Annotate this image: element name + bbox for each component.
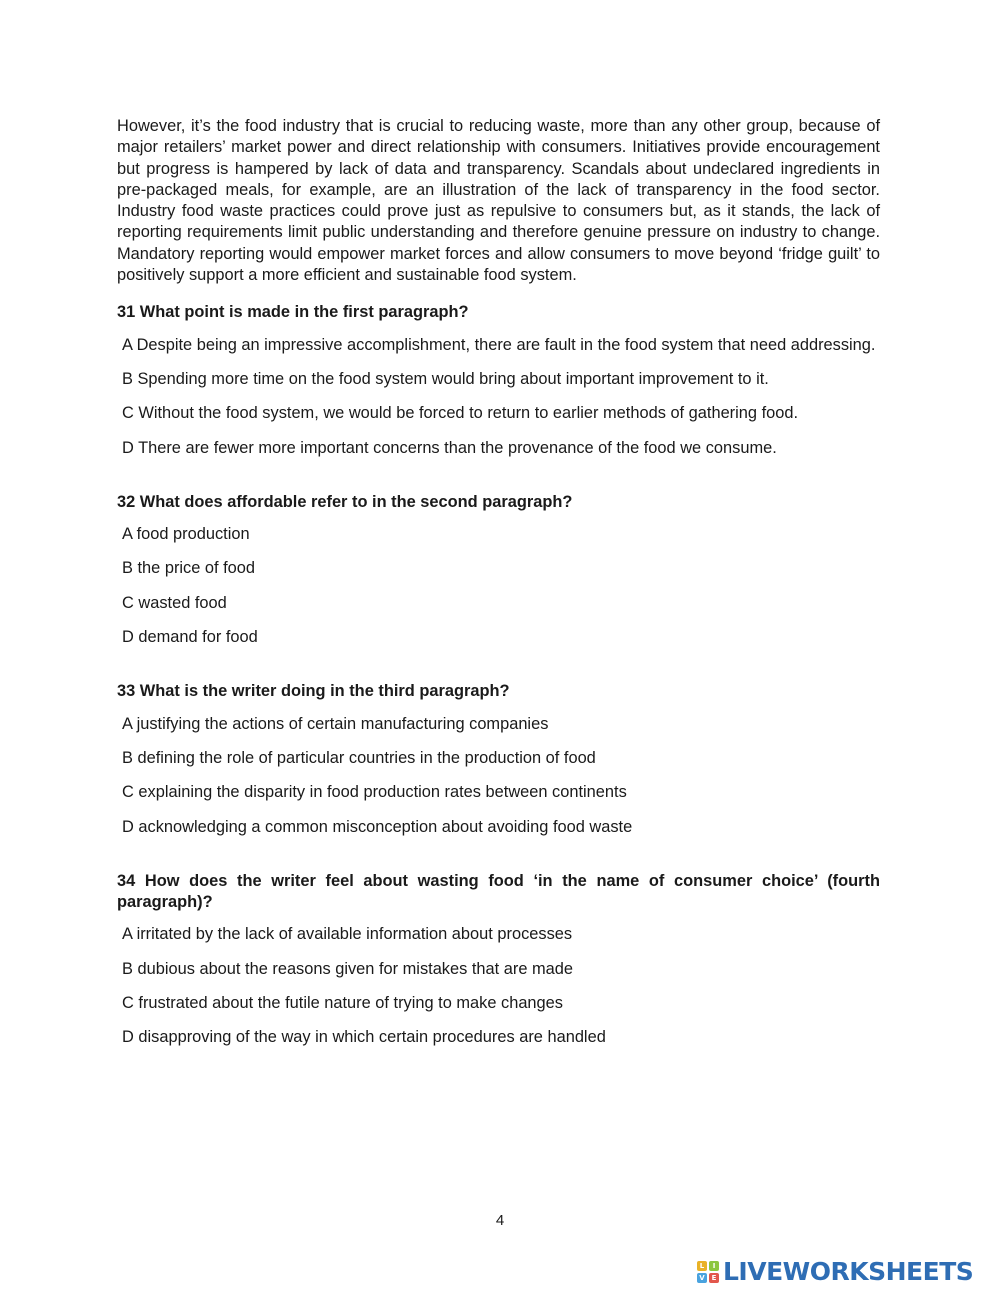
answer-option-b: B defining the role of particular countries in the production of food	[122, 748, 596, 767]
section-spacer	[117, 838, 880, 871]
answer-option-a: A food production	[122, 525, 250, 544]
question-32	[117, 492, 880, 648]
page-number: 4	[495, 1212, 505, 1229]
worksheet-page	[117, 116, 880, 1049]
answer-option-b: B dubious about the reasons given for mistakes that are made	[122, 959, 574, 978]
question-stem: 32 What does affordable refer to in the second paragraph?	[117, 492, 573, 511]
answer-option-a: A irritated by the lack of available information about processes	[122, 925, 573, 944]
logo-blocks-icon	[697, 1261, 719, 1283]
answer-option-d: D acknowledging a common misconception about avoiding food waste	[122, 817, 633, 836]
answer-option-b: B Spending more time on the food system would bring about important improvement to it.	[122, 369, 769, 388]
answer-option-d: D disapproving of the way in which certain procedures are handled	[122, 1028, 606, 1047]
answer-option-a: A Despite being an impressive accomplishment, there are fault in the food system that need addressing.	[122, 335, 876, 354]
logo-block: I	[709, 1261, 719, 1271]
question-31	[117, 302, 880, 458]
question-33	[117, 681, 880, 837]
passage-paragraph: However, it’s the food industry that is crucial to reducing waste, more than any other group, because of major retailers’ market power and direct relationship with consumers. Initiatives provide encouragement but progress is hampered by lack of data and transparency. Scandals about undeclared ingredients in pre-packaged meals, for example, are an illustration of the lack of transparency in the food sector. Industry food waste practices could prove just as repulsive to consumers but, as it stands, the lack of reporting requirements limit public understanding and therefore genuine pressure on industry to change. Mandatory reporting would empower market forces and allow consumers to move beyond ‘fridge guilt’ to positively support a more efficient and sustainable food system.	[117, 117, 880, 285]
section-spacer	[117, 459, 880, 492]
liveworksheets-logo	[697, 1256, 973, 1288]
logo-block: E	[709, 1273, 719, 1283]
answer-option-c: C Without the food system, we would be forced to return to earlier methods of gathering food.	[122, 404, 799, 423]
logo-block: V	[697, 1273, 707, 1283]
answer-option-d: D There are fewer more important concerns than the provenance of the food we consume.	[122, 438, 777, 457]
answer-option-d: D demand for food	[122, 628, 258, 647]
question-stem: 33 What is the writer doing in the third paragraph?	[117, 682, 510, 701]
answer-option-c: C frustrated about the futile nature of trying to make changes	[122, 994, 563, 1013]
answer-option-c: C explaining the disparity in food production rates between continents	[122, 783, 627, 802]
logo-block: L	[697, 1261, 707, 1271]
question-stem: 34 How does the writer feel about wasting food ‘in the name of consumer choice’ (fourth paragraph)?	[117, 871, 880, 912]
question-stem: 31 What point is made in the first paragraph?	[117, 303, 469, 322]
answer-option-a: A justifying the actions of certain manufacturing companies	[122, 714, 549, 733]
logo-text: LIVEWORKSHEETS	[723, 1257, 974, 1286]
section-spacer	[117, 648, 880, 681]
answer-option-b: B the price of food	[122, 559, 256, 578]
question-34	[117, 871, 880, 1049]
answer-option-c: C wasted food	[122, 593, 227, 612]
